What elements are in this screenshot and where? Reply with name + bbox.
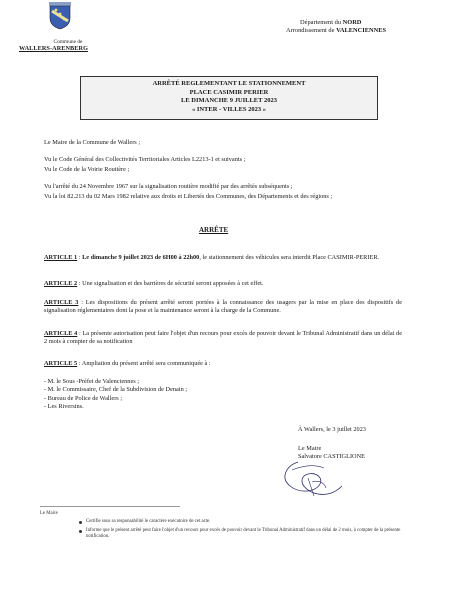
article-3-label: ARTICLE 3 — [44, 299, 79, 306]
department-prefix: Département du — [300, 19, 341, 26]
article-3: ARTICLE 3 : Les dispositions du présent arrêté seront portées à la connaissance des usagers par la mise en place des dispositifs de signalisation réglementaires dont la pose et la maintenance seront à la charge de la Commune. — [44, 299, 402, 315]
arrondissement-prefix: Arrondissement de — [286, 27, 335, 34]
title-line-3: LE DIMANCHE 9 JUILLET 2023 — [181, 97, 277, 104]
article-2-label: ARTICLE 2 — [44, 280, 78, 287]
footer-item-2: Informe que le présent arrêté peut faire l'objet d'un recours pour excès de pouvoir devant le Tribunal Administratif dans un délai de 2 mois, à compter de la présente notification. — [86, 528, 401, 539]
preamble-vu-4: Vu la loi 82.213 du 02 Mars 1982 relative aux droits et Libertés des Communes, des Départements et des régions ; — [44, 193, 333, 200]
arrondissement-name: VALENCIENNES — [336, 27, 387, 34]
article-4-label: ARTICLE 4 — [44, 330, 78, 337]
article-4-text: La présente autorisation peut faire l'objet d'un recours pour excès de pouvoir devant le Tribunal Administratif dans un délai de 2 mois à compter de sa notification — [44, 330, 403, 346]
signature-place-date: À Wallers, le 3 juillet 2023 — [298, 426, 366, 433]
article-2-text: Une signalisation et des barrières de sécurité seront apposées à cet effet. — [82, 280, 264, 287]
article-2: ARTICLE 2 : Une signalisation et des barrières de sécurité seront apposées à cet effet. — [44, 280, 264, 287]
title-line-2: PLACE CASIMIR PERIER — [189, 88, 269, 96]
handwritten-signature — [268, 456, 354, 500]
bullet-icon — [79, 521, 82, 524]
article-1-text: , le stationnement des véhicules sera interdit Place CASIMIR-PERIER. — [199, 254, 380, 261]
commune-name: WALLERS-ARENBERG — [19, 45, 88, 52]
recipient-item: - M. le Commissaire, Chef de la Subdivision de Denain ; — [44, 386, 188, 394]
arrondissement-line — [286, 27, 386, 34]
title-line-1: ARRÊTÉ REGLEMENTANT LE STATIONNEMENT — [152, 80, 306, 87]
article-3-text: Les dispositions du présent arrêté seront portées à la connaissance des usagers par la mise en place des dispositifs de signalisation réglementaires dont la pose et la maintenance seront à la charge de la Commune. — [44, 299, 402, 315]
recipients-list — [44, 378, 402, 412]
article-4: ARTICLE 4 : La présente autorisation peut faire l'objet d'un recours pour excès de pouvoir devant le Tribunal Administratif dans un délai de 2 mois à compter de sa notification — [44, 330, 403, 346]
footer-label: Le Maire — [40, 511, 58, 516]
preamble-vu-1: Vu le Code Général des Collectivités Territoriales Articles L2213-1 et suivants ; — [44, 156, 246, 163]
recipient-item: - Bureau de Police de Wallers ; — [44, 394, 123, 402]
arrete-heading: ARRÊTE — [199, 226, 229, 234]
article-5-text: Ampliation du présent arrêté sera communiquée à : — [81, 360, 211, 367]
footer-item-1: Certifie sous sa responsabilité le caractère exécutoire de cet acte. — [86, 519, 211, 524]
signature-role: Le Maire — [298, 445, 322, 452]
title-box — [80, 76, 378, 120]
preamble-vu-2: Vu le Code de la Voirie Routière ; — [44, 166, 130, 173]
article-5: ARTICLE 5 : Ampliation du présent arrêté sera communiquée à : — [44, 360, 211, 367]
article-1: ARTICLE 1 : Le dimanche 9 juillet 2023 de 6H00 à 22h00, le stationnement des véhicules sera interdit Place CASIMIR-PERIER. — [44, 254, 380, 261]
article-1-label: ARTICLE 1 — [44, 254, 78, 261]
bullet-icon — [79, 530, 82, 533]
signature-name: Salvatore CASTIGLIONE — [298, 453, 365, 460]
coat-of-arms-logo — [48, 2, 72, 30]
preamble-vu-3: Vu l'arrêté du 24 Novembre 1967 sur la signalisation routière modifié par des arrêtés subséquents ; — [44, 183, 293, 190]
article-5-label: ARTICLE 5 — [44, 360, 78, 367]
title-line-4: « INTER - VILLES 2023 » — [191, 105, 267, 113]
recipient-item: - M. le Sous -Préfet de Valenciennes ; — [44, 378, 140, 385]
footer-divider — [40, 506, 180, 507]
department-name: NORD — [342, 19, 362, 26]
recipient-item: - Les Riversins. — [44, 403, 84, 411]
department-line — [300, 19, 361, 26]
article-1-date: Le dimanche 9 juillet 2023 de 6H00 à 22h00 — [82, 254, 200, 261]
commune-label: Commune de — [53, 39, 83, 45]
preamble-maire: Le Maire de la Commune de Wallers ; — [44, 139, 141, 146]
